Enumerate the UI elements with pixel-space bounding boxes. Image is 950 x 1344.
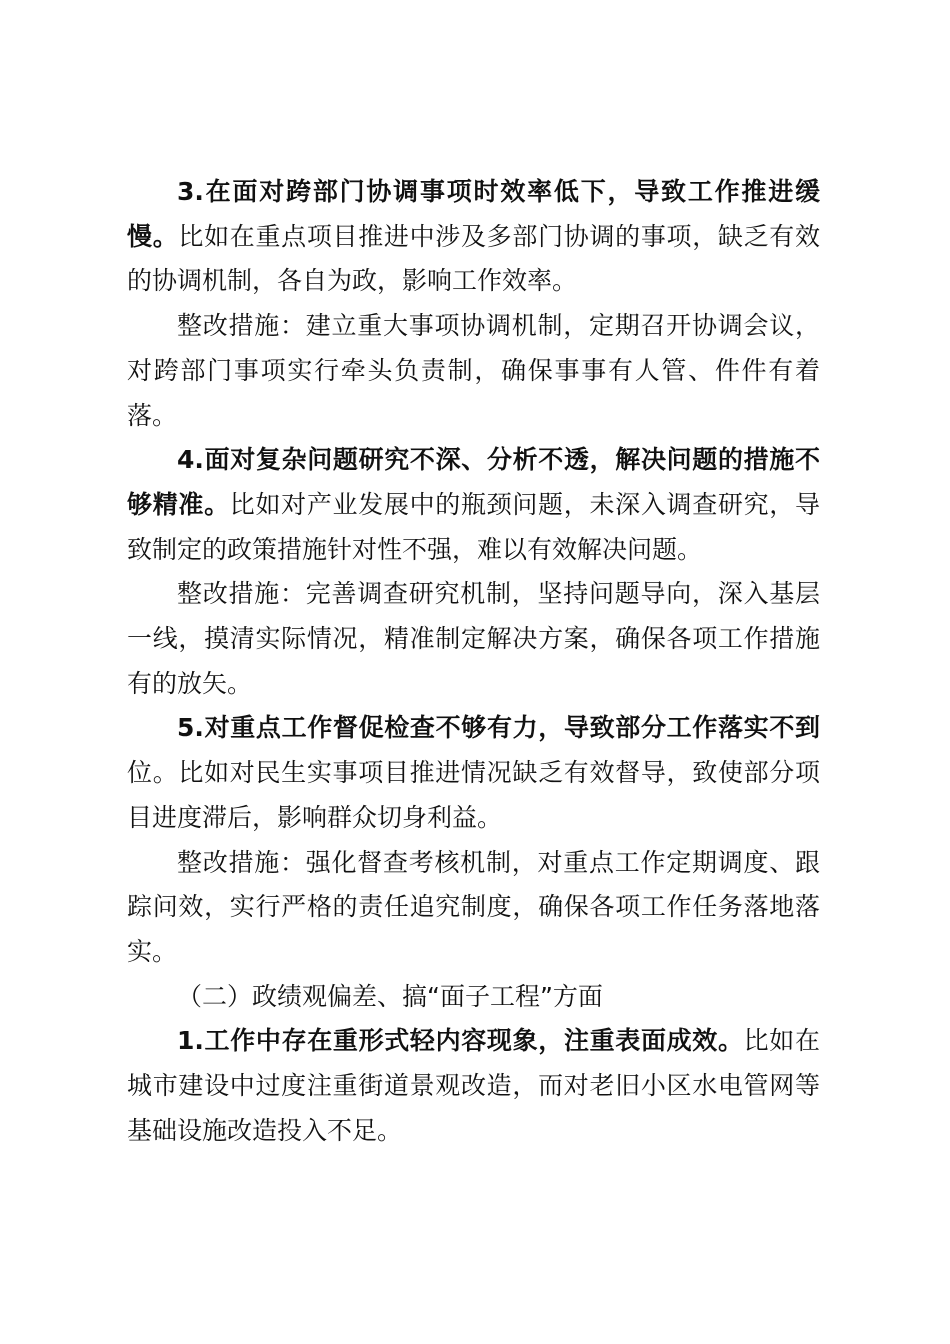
paragraph-measure-5 — [127, 841, 820, 975]
paragraph-issue-2-1 — [127, 1019, 820, 1153]
measure-4-text: 整改措施：完善调查研究机制，坚持问题导向，深入基层一线，摸清实际情况，精准制定解决方案，确保各项工作措施有的放矢。 — [127, 579, 820, 698]
paragraph-issue-4 — [127, 438, 820, 572]
issue-4-heading: 4.面对复杂问题研究不深、分析不透，解决问题的措施不够精准。 — [127, 445, 820, 519]
paragraph-measure-3 — [127, 304, 820, 438]
issue-2-1-text: 比如在城市建设中过度注重街道景观改造，而对老旧小区水电管网等基础设施改造投入不足。 — [127, 1026, 820, 1145]
issue-3-heading: 3.在面对跨部门协调事项时效率低下，导致工作推进缓慢。 — [127, 177, 820, 251]
issue-5-heading: 5.对重点工作督促检查不够有力，导致部分工作落实不到 — [177, 713, 820, 743]
issue-3-text: 比如在重点项目推进中涉及多部门协调的事项，缺乏有效的协调机制，各自为政，影响工作效率。 — [127, 221, 820, 296]
paragraph-measure-4 — [127, 572, 820, 706]
issue-2-1-heading: 1.工作中存在重形式轻内容现象，注重表面成效。 — [177, 1026, 744, 1056]
section-heading-text: （二）政绩观偏差、搞“面子工程”方面 — [177, 981, 603, 1011]
issue-5-text: 位。比如对民生实事项目推进情况缺乏有效督导，致使部分项目进度滞后，影响群众切身利益。 — [127, 758, 820, 832]
issue-4-text: 比如对产业发展中的瓶颈问题，未深入调查研究，导致制定的政策措施针对性不强，难以有效解决问题。 — [127, 489, 820, 564]
paragraph-issue-5 — [127, 706, 820, 840]
document-body — [127, 170, 820, 1153]
paragraph-issue-3 — [127, 170, 820, 304]
section-heading-2 — [127, 975, 820, 1020]
measure-3-text: 整改措施：建立重大事项协调机制，定期召开协调会议，对跨部门事项实行牵头负责制，确保事事有人管、件件有着落。 — [127, 311, 820, 430]
measure-5-text: 整改措施：强化督查考核机制，对重点工作定期调度、跟踪问效，实行严格的责任追究制度，确保各项工作任务落地落实。 — [127, 847, 820, 966]
